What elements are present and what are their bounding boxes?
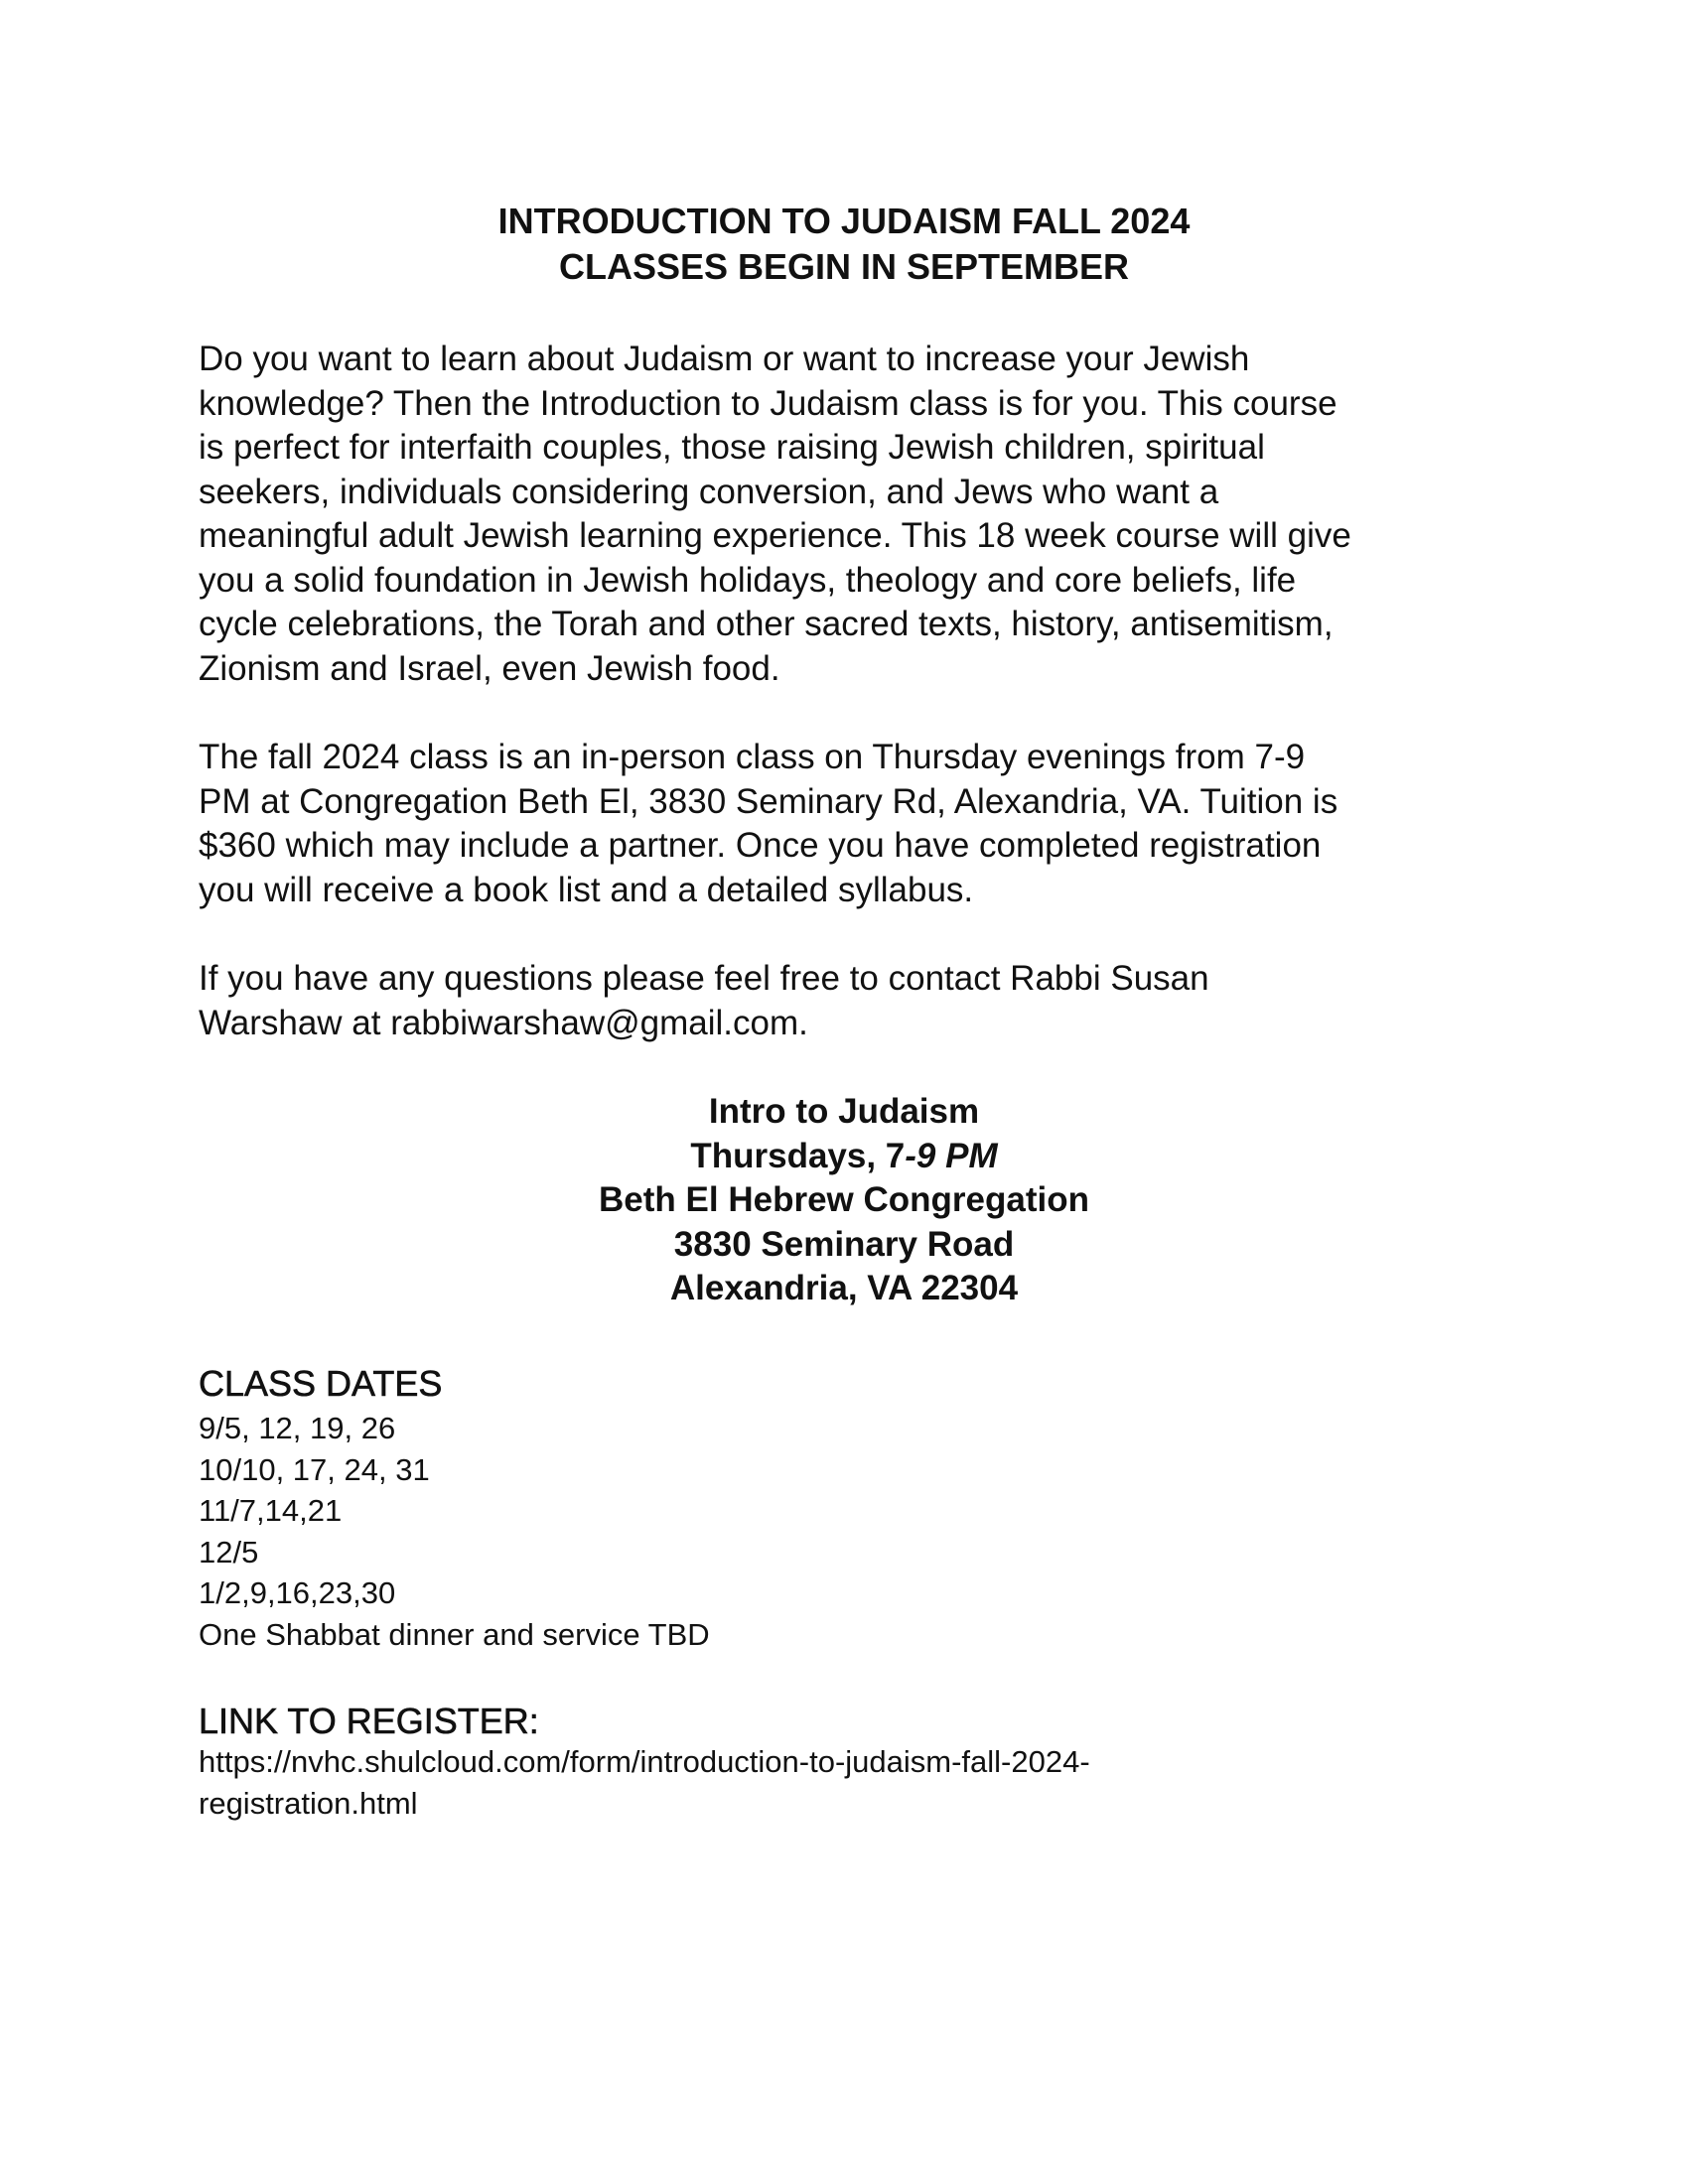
paragraph-line: The fall 2024 class is an in-person class on Thursday evenings from 7-9: [199, 738, 1306, 776]
venue-street: 3830 Seminary Road: [673, 1224, 1015, 1264]
list-item: 9/5, 12, 19, 26: [199, 1411, 396, 1445]
register-heading: LINK TO REGISTER:: [199, 1701, 539, 1741]
paragraph-line: knowledge? Then the Introduction to Judaism class is for you. This course: [199, 383, 1337, 423]
paragraph-line: you will receive a book list and a detailed syllabus.: [199, 870, 974, 909]
paragraph-line: Do you want to learn about Judaism or want to increase your Jewish: [199, 340, 1250, 378]
venue-city: Alexandria, VA 22304: [669, 1269, 1019, 1307]
paragraph-line: Warshaw at rabbiwarshaw@gmail.com.: [199, 1003, 808, 1042]
title-line-1: INTRODUCTION TO JUDAISM FALL 2024: [497, 201, 1191, 241]
list-item: 11/7,14,21: [199, 1493, 343, 1528]
paragraph-line: cycle celebrations, the Torah and other sacred texts, history, antisemitism,: [199, 605, 1334, 643]
list-item: One Shabbat dinner and service TBD: [199, 1616, 710, 1652]
contact-paragraph: [199, 957, 1509, 1045]
class-time: [0, 1135, 1688, 1179]
venue-name: Beth El Hebrew Congregation: [599, 1180, 1089, 1219]
class-time-start: Thursdays, 7: [690, 1136, 906, 1175]
paragraph-line: is perfect for interfaith couples, those raising Jewish children, spiritual: [199, 428, 1265, 467]
list-item: 12/5: [199, 1534, 259, 1570]
class-info-block: [0, 1090, 1688, 1311]
list-item: 10/10, 17, 24, 31: [199, 1451, 430, 1487]
registration-link: [199, 1741, 1090, 1824]
title-line-2: CLASSES BEGIN IN SEPTEMBER: [558, 246, 1130, 287]
class-name: Intro to Judaism: [708, 1092, 980, 1131]
paragraph-line: you a solid foundation in Jewish holidays, theology and core beliefs, life: [199, 560, 1297, 600]
list-item: 1/2,9,16,23,30: [199, 1575, 396, 1610]
paragraph-line: Zionism and Israel, even Jewish food.: [199, 648, 780, 688]
paragraph-line: PM at Congregation Beth El, 3830 Seminary Rd, Alexandria, VA. Tuition is: [199, 781, 1338, 821]
class-details-paragraph: [199, 736, 1509, 912]
registration-link-line-1: https://nvhc.shulcloud.com/form/introduction-to-judaism-fall-2024-: [199, 1744, 1090, 1779]
intro-paragraph: [199, 338, 1509, 691]
paragraph-line: seekers, individuals considering conversion, and Jews who want a: [199, 472, 1219, 511]
paragraph-line: If you have any questions please feel free to contact Rabbi Susan: [199, 959, 1209, 998]
paragraph-line: meaningful adult Jewish learning experience. This 18 week course will give: [199, 516, 1351, 555]
class-dates-list: [199, 1408, 710, 1655]
class-dates-heading: CLASS DATES: [199, 1363, 443, 1404]
registration-link-line-2: registration.html: [199, 1785, 418, 1821]
flyer-title: [0, 199, 1688, 290]
class-time-end: -9 PM: [905, 1136, 998, 1175]
paragraph-line: $360 which may include a partner. Once you have completed registration: [199, 826, 1322, 865]
